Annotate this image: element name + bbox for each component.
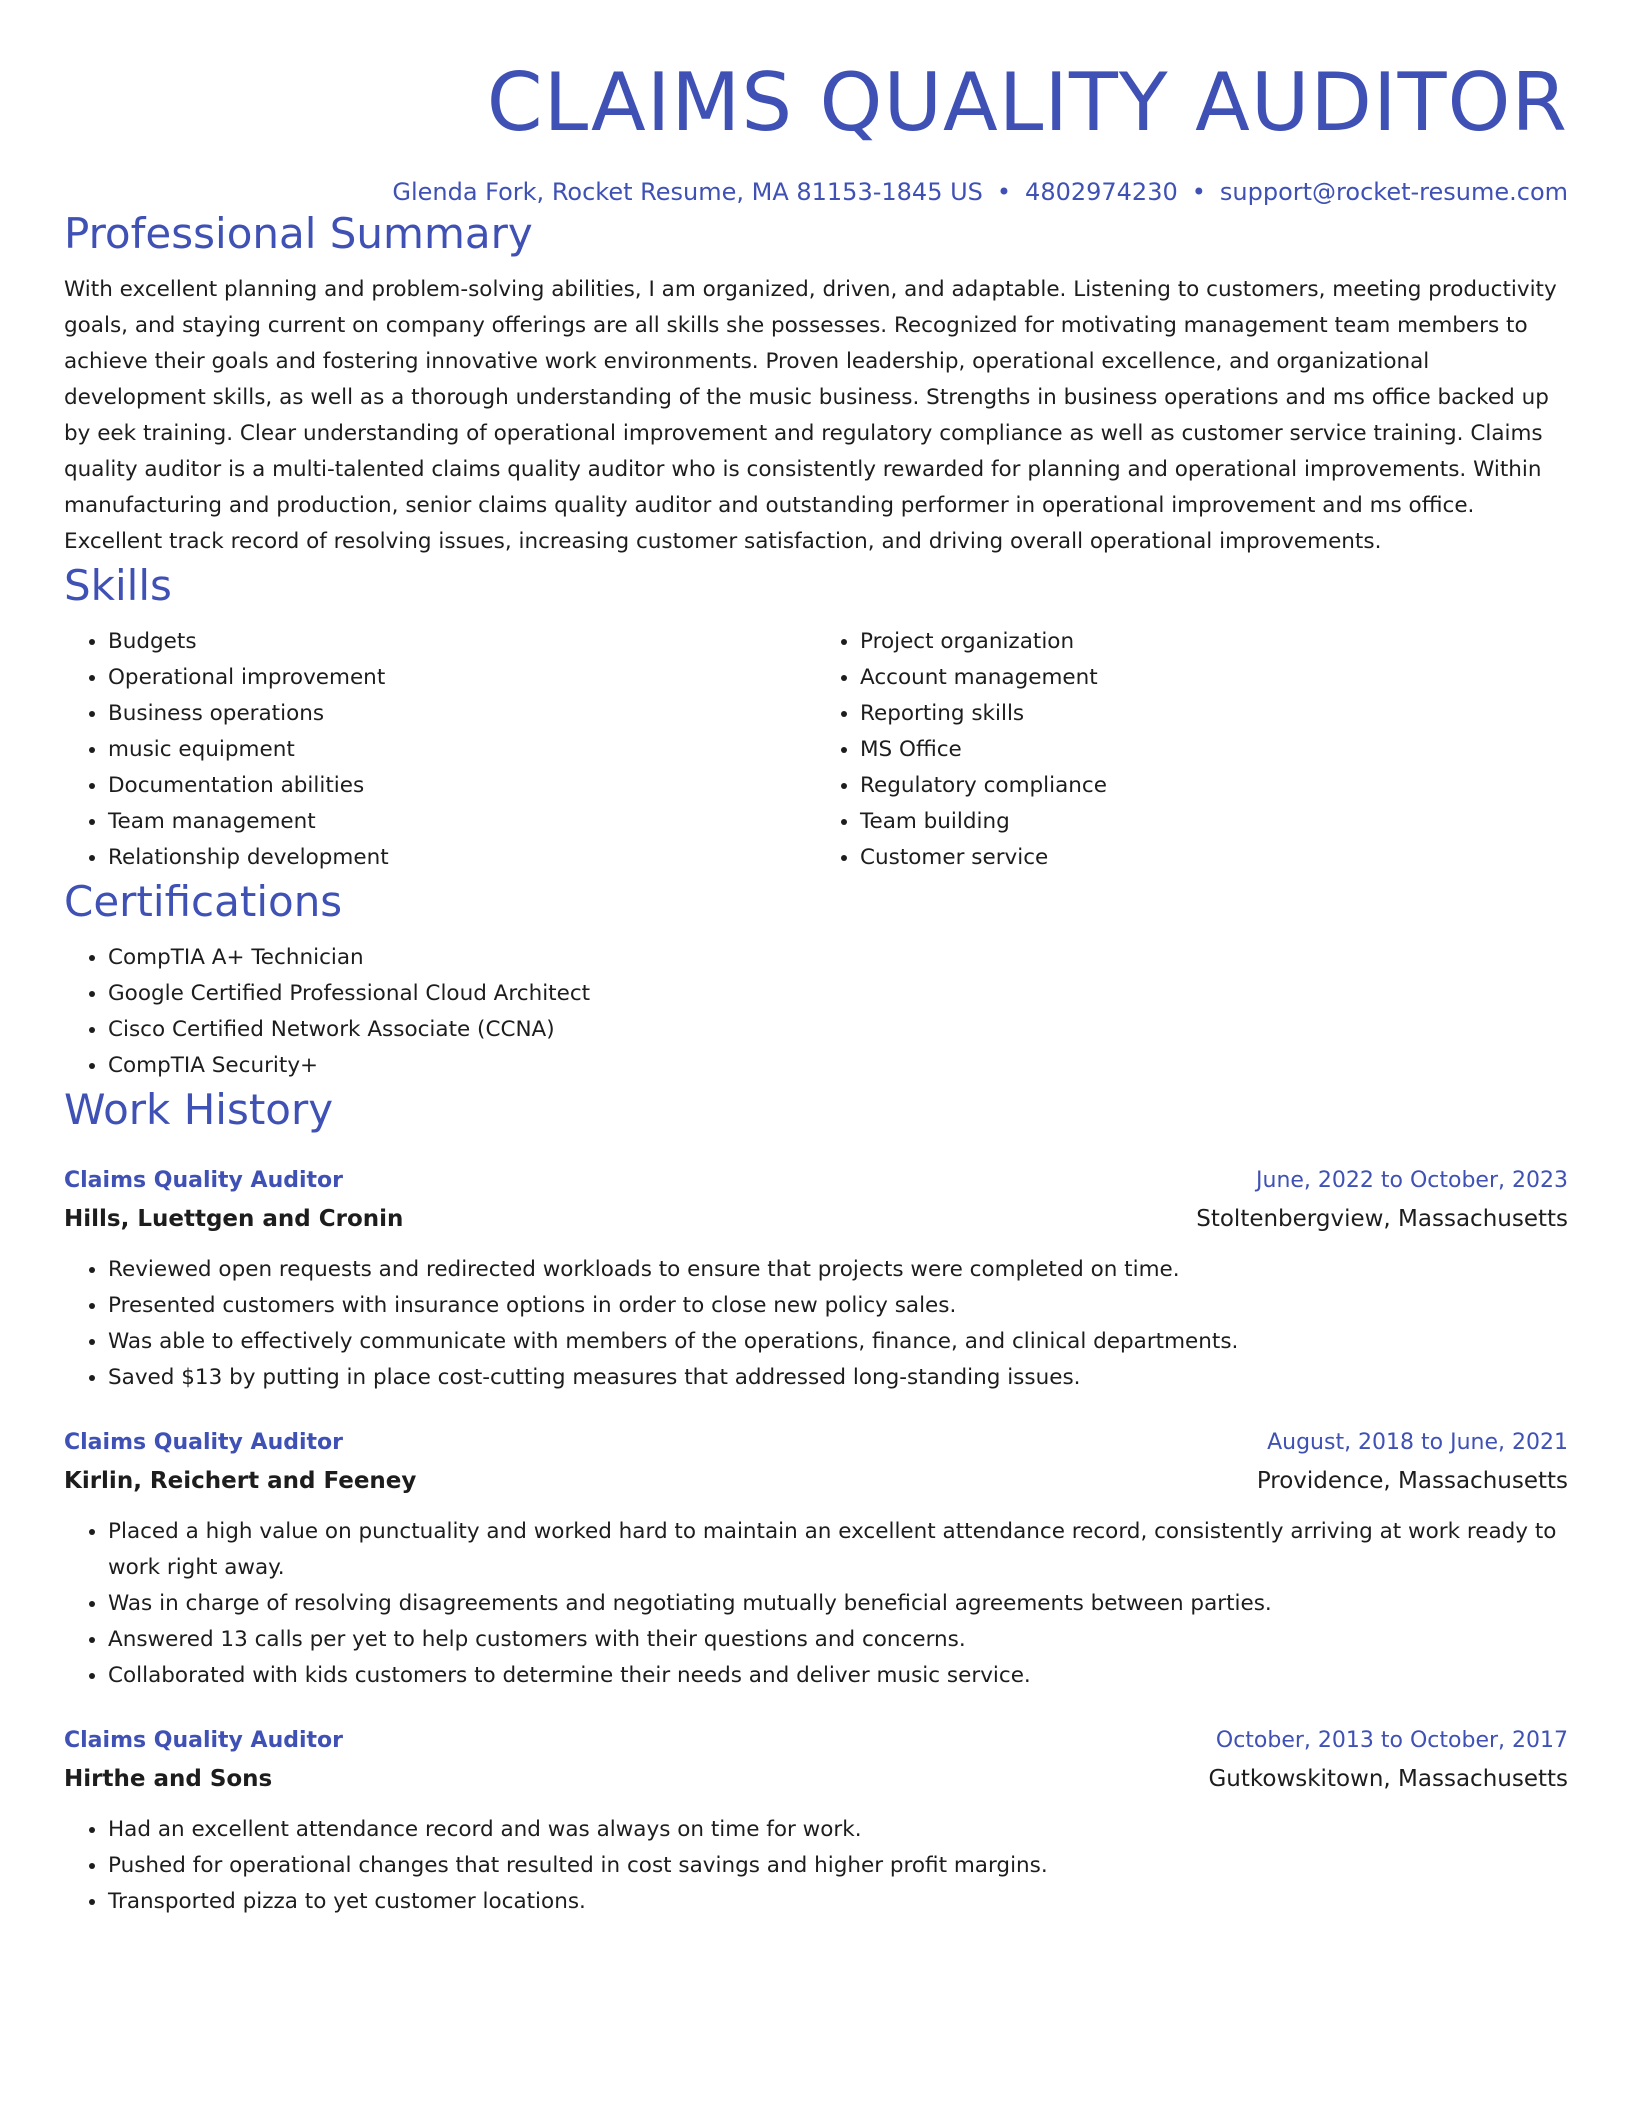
work-history-heading: Work History xyxy=(64,1085,334,1134)
job-bullet: • Had an excellent attendance record and was always on time for work. xyxy=(108,1812,1568,1848)
contact-separator: • xyxy=(1191,178,1206,206)
skill-item: • Team building xyxy=(860,804,1568,840)
skills-list xyxy=(64,624,1568,876)
job-entry xyxy=(64,1722,1568,1920)
resume-page xyxy=(64,0,1568,1920)
contact-address: Glenda Fork, Rocket Resume, MA 81153-1845 US xyxy=(392,178,983,206)
contact-phone: 4802974230 xyxy=(1025,178,1178,206)
summary-heading: Professional Summary xyxy=(64,209,533,258)
skill-item: • Reporting skills xyxy=(860,696,1568,732)
skill-item: • Budgets xyxy=(108,624,816,660)
skills-heading: Skills xyxy=(64,561,172,610)
job-entry xyxy=(64,1424,1568,1694)
job-bullet: • Collaborated with kids customers to determine their needs and deliver music service. xyxy=(108,1658,1568,1694)
job-title: Claims Quality Auditor xyxy=(64,1168,344,1193)
skill-item: • Account management xyxy=(860,660,1568,696)
job-bullet: • Placed a high value on punctuality and worked hard to maintain an excellent attendance record, consistently arriving at work ready to work right away. xyxy=(108,1514,1568,1586)
job-dates: October, 2013 to October, 2017 xyxy=(1215,1728,1568,1753)
skill-item: • Documentation abilities xyxy=(108,768,816,804)
skill-item: • Regulatory compliance xyxy=(860,768,1568,804)
job-bullet: • Presented customers with insurance options in order to close new policy sales. xyxy=(108,1288,1568,1324)
job-title: Claims Quality Auditor xyxy=(64,1430,344,1455)
job-entry xyxy=(64,1162,1568,1396)
skills-right-column xyxy=(816,624,1568,876)
contact-line xyxy=(64,176,1568,208)
job-location: Stoltenbergview, Massachusetts xyxy=(1196,1206,1568,1232)
certifications-list xyxy=(64,940,1568,1084)
work-history-list xyxy=(64,1162,1568,1920)
summary-text: With excellent planning and problem-solving abilities, I am organized, driven, and adaptable. Listening to customers, meeting productivity goals, and staying current on company offerings are all skills she possesses. Recognized for motivating management team members to achieve their goals and fostering innovative work environments. Proven leadership, operational excellence, and organizational development skills, as well as a thorough understanding of the music business. Strengths in business operations and ms office backed up by eek training. Clear understanding of operational improvement and regulatory compliance as well as customer service training. Claims quality auditor is a multi-talented claims quality auditor who is consistently rewarded for planning and operational improvements. Within manufacturing and production, senior claims quality auditor and outstanding performer in operational improvement and ms office. Excellent track record of resolving issues, increasing customer satisfaction, and driving overall operational improvements. xyxy=(64,277,1557,554)
certification-item: • Cisco Certified Network Associate (CCNA) xyxy=(108,1012,1568,1048)
skill-item: • Business operations xyxy=(108,696,816,732)
job-dates: August, 2018 to June, 2021 xyxy=(1267,1430,1568,1455)
resume-title: CLAIMS QUALITY AUDITOR xyxy=(486,56,1568,149)
job-location: Gutkowskitown, Massachusetts xyxy=(1208,1766,1568,1792)
job-bullets xyxy=(64,1514,1568,1694)
certification-item: • Google Certified Professional Cloud Architect xyxy=(108,976,1568,1012)
job-bullets xyxy=(64,1252,1568,1396)
skill-item: • Relationship development xyxy=(108,840,816,876)
skills-left-column xyxy=(64,624,816,876)
job-location: Providence, Massachusetts xyxy=(1256,1468,1568,1494)
skill-item: • Team management xyxy=(108,804,816,840)
job-bullet: • Was able to effectively communicate with members of the operations, finance, and clinical departments. xyxy=(108,1324,1568,1360)
certifications-heading: Certifications xyxy=(64,877,343,926)
job-company: Kirlin, Reichert and Feeney xyxy=(64,1468,417,1494)
job-bullet: • Pushed for operational changes that resulted in cost savings and higher profit margins. xyxy=(108,1848,1568,1884)
job-bullets xyxy=(64,1812,1568,1920)
job-company: Hirthe and Sons xyxy=(64,1766,273,1792)
skill-item: • Project organization xyxy=(860,624,1568,660)
skill-item: • Operational improvement xyxy=(108,660,816,696)
skill-item: • Customer service xyxy=(860,840,1568,876)
job-bullet: • Transported pizza to yet customer locations. xyxy=(108,1884,1568,1920)
job-bullet: • Was in charge of resolving disagreements and negotiating mutually beneficial agreements between parties. xyxy=(108,1586,1568,1622)
job-company: Hills, Luettgen and Cronin xyxy=(64,1206,404,1232)
job-title: Claims Quality Auditor xyxy=(64,1728,344,1753)
job-dates: June, 2022 to October, 2023 xyxy=(1256,1168,1568,1193)
skill-item: • music equipment xyxy=(108,732,816,768)
certification-item: • CompTIA Security+ xyxy=(108,1048,1568,1084)
contact-separator: • xyxy=(996,178,1012,206)
certification-item: • CompTIA A+ Technician xyxy=(108,940,1568,976)
job-bullet: • Saved $13 by putting in place cost-cutting measures that addressed long-standing issues. xyxy=(108,1360,1568,1396)
skill-item: • MS Office xyxy=(860,732,1568,768)
job-bullet: • Reviewed open requests and redirected workloads to ensure that projects were completed on time. xyxy=(108,1252,1568,1288)
job-bullet: • Answered 13 calls per yet to help customers with their questions and concerns. xyxy=(108,1622,1568,1658)
contact-email: support@rocket-resume.com xyxy=(1219,178,1568,206)
